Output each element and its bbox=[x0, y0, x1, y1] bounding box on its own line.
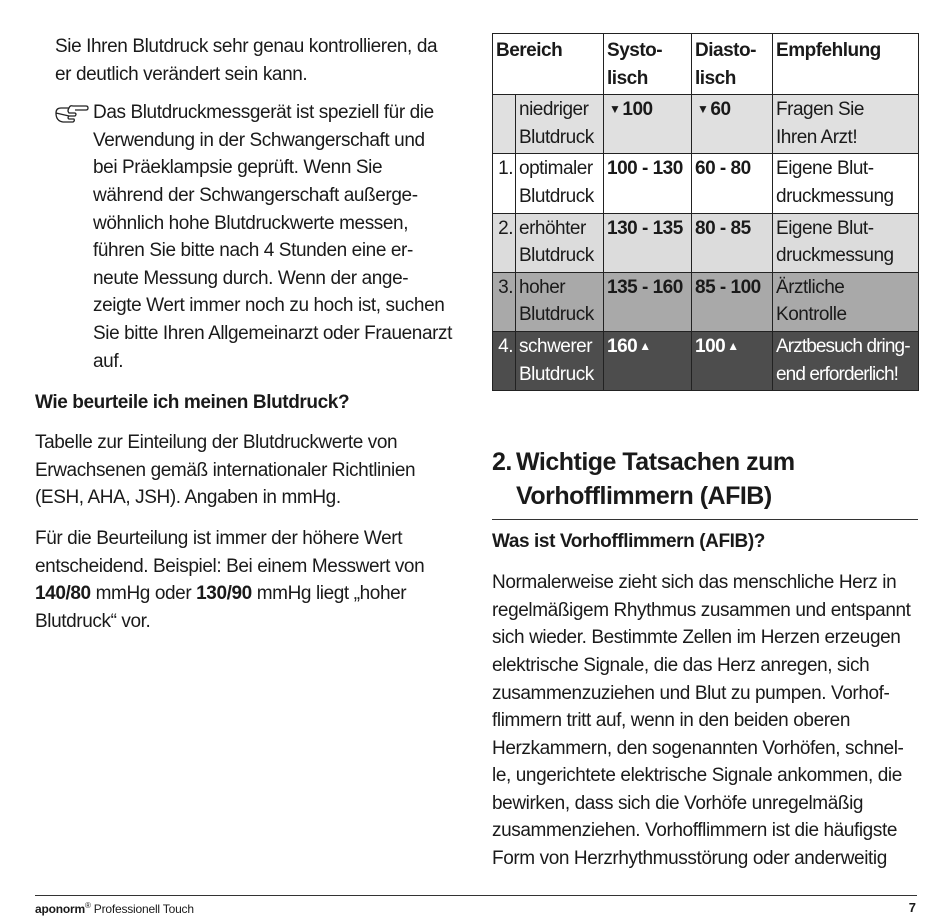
example-text-pre: Für die Beurteilung ist immer der höhere Wert entscheidend. Beispiel: Bei einem Messwert von bbox=[35, 527, 425, 577]
footer-product-name: Professionell Touch bbox=[90, 902, 194, 916]
footer-product bbox=[35, 901, 194, 916]
row-range: niedriger Blutdruck bbox=[516, 95, 604, 154]
header-systolisch: Systo- lisch bbox=[604, 34, 692, 95]
arrow-up-icon: ▲ bbox=[639, 338, 651, 353]
example-text-mid1: mmHg oder bbox=[90, 583, 197, 605]
row-range: optimaler Blutdruck bbox=[516, 154, 604, 213]
example-value-1: 140/80 bbox=[35, 583, 91, 605]
example-text-mid2: mmHg liegt „hoher Blutdruck“ vor. bbox=[35, 583, 407, 632]
row-recommendation: Ärztliche Kontrolle bbox=[773, 272, 919, 331]
row-diastolic: 60 - 80 bbox=[692, 154, 773, 213]
section-title-text: Wichtige Tatsachen zum Vorhofflimmern (AFIB) bbox=[516, 448, 795, 511]
row-index: 4. bbox=[493, 331, 516, 390]
footer-divider bbox=[35, 895, 917, 896]
row-range: erhöhter Blutdruck bbox=[516, 213, 604, 272]
header-bereich: Bereich bbox=[493, 34, 604, 95]
row-systolic: ▼ 100 bbox=[604, 95, 692, 154]
row-recommendation: Eigene Blut- druckmessung bbox=[773, 213, 919, 272]
row-systolic: 130 - 135 bbox=[604, 213, 692, 272]
table-row bbox=[493, 213, 919, 272]
header-diastolisch: Diasto- lisch bbox=[692, 34, 773, 95]
row-index bbox=[493, 95, 516, 154]
table-header-row bbox=[493, 34, 919, 95]
arrow-down-icon: ▼ bbox=[609, 102, 621, 117]
header-empfehlung: Empfehlung bbox=[773, 34, 919, 95]
row-recommendation: Fragen Sie Ihren Arzt! bbox=[773, 95, 919, 154]
row-systolic: 160 ▲ bbox=[604, 331, 692, 390]
row-systolic: 100 - 130 bbox=[604, 154, 692, 213]
table-row bbox=[493, 154, 919, 213]
hint-note bbox=[35, 99, 453, 375]
row-recommendation: Eigene Blut- druckmessung bbox=[773, 154, 919, 213]
section-title bbox=[492, 445, 918, 513]
row-systolic: 135 - 160 bbox=[604, 272, 692, 331]
table-row bbox=[493, 95, 919, 154]
table-description: Tabelle zur Einteilung der Blutdruckwerte von Erwachsenen gemäß internationaler Richtlinien (ESH, AHA, JSH). Angaben in mmHg. bbox=[35, 432, 416, 509]
row-diastolic: 80 - 85 bbox=[692, 213, 773, 272]
row-recommendation: Arztbesuch dring- end erforderlich! bbox=[773, 331, 919, 390]
arrow-up-icon: ▲ bbox=[727, 338, 739, 353]
row-index: 3. bbox=[493, 272, 516, 331]
row-diastolic: ▼ 60 bbox=[692, 95, 773, 154]
arrow-down-icon: ▼ bbox=[697, 102, 709, 117]
table-row bbox=[493, 272, 919, 331]
row-diastolic: 85 - 100 bbox=[692, 272, 773, 331]
footer-brand: aponorm bbox=[35, 902, 85, 916]
page-number: 7 bbox=[908, 900, 916, 915]
section-divider bbox=[492, 519, 918, 520]
example-value-2: 130/90 bbox=[196, 583, 252, 605]
row-range: schwerer Blutdruck bbox=[516, 331, 604, 390]
section-number: 2. bbox=[492, 448, 512, 477]
row-index: 2. bbox=[493, 213, 516, 272]
assessment-heading: Wie beurteile ich meinen Blutdruck? bbox=[35, 392, 350, 414]
pointing-hand-icon bbox=[35, 103, 93, 375]
afib-body: Normalerweise zieht sich das menschliche Herz in regelmäßigem Rhythmus zusammen und entspannt sich wieder. Bestimmte Zellen im Herzen erzeugen elektrische Signale, die das Herz anregen, sich zusammenzuziehen und Blut zu pumpen. Vorhof-flimmern tritt auf, wenn in den beiden oberen Herzkammern, den sogenannten Vorhöfen, schnel-le, ungerichtete elektrische Signale ankommen, die bewirken, dass sich die Vorhöfe unregelmäßig zusammenziehen. Vorhofflimmern ist die häufigste Form von Herzrhythmusstörung oder anderweitig bbox=[492, 572, 911, 870]
assessment-example bbox=[35, 525, 453, 635]
hint-text: Das Blutdruckmessgerät ist speziell für die Verwendung in der Schwangerschaft und bei Präeklampsie geprüft. Wenn Sie während der Schwangerschaft außerge-wöhnlich hohe Blutdruckwerte messen, führen Sie bitte nach 4 Stunden eine er-neute Messung durch. Wenn der ange-zeigte Wert immer noch zu hoch ist, suchen Sie bitte Ihren Allgemeinarzt oder Frauenarzt auf. bbox=[93, 102, 453, 372]
row-index: 1. bbox=[493, 154, 516, 213]
afib-subheading: Was ist Vorhofflimmern (AFIB)? bbox=[492, 531, 766, 553]
left-column bbox=[35, 33, 453, 635]
table-row bbox=[493, 331, 919, 390]
row-range: hoher Blutdruck bbox=[516, 272, 604, 331]
row-diastolic: 100 ▲ bbox=[692, 331, 773, 390]
right-column bbox=[492, 33, 918, 873]
intro-paragraph: Sie Ihren Blutdruck sehr genau kontrollieren, da er deutlich verändert sein kann. bbox=[55, 36, 438, 85]
blood-pressure-table bbox=[492, 33, 919, 391]
registered-mark: ® bbox=[84, 901, 91, 910]
